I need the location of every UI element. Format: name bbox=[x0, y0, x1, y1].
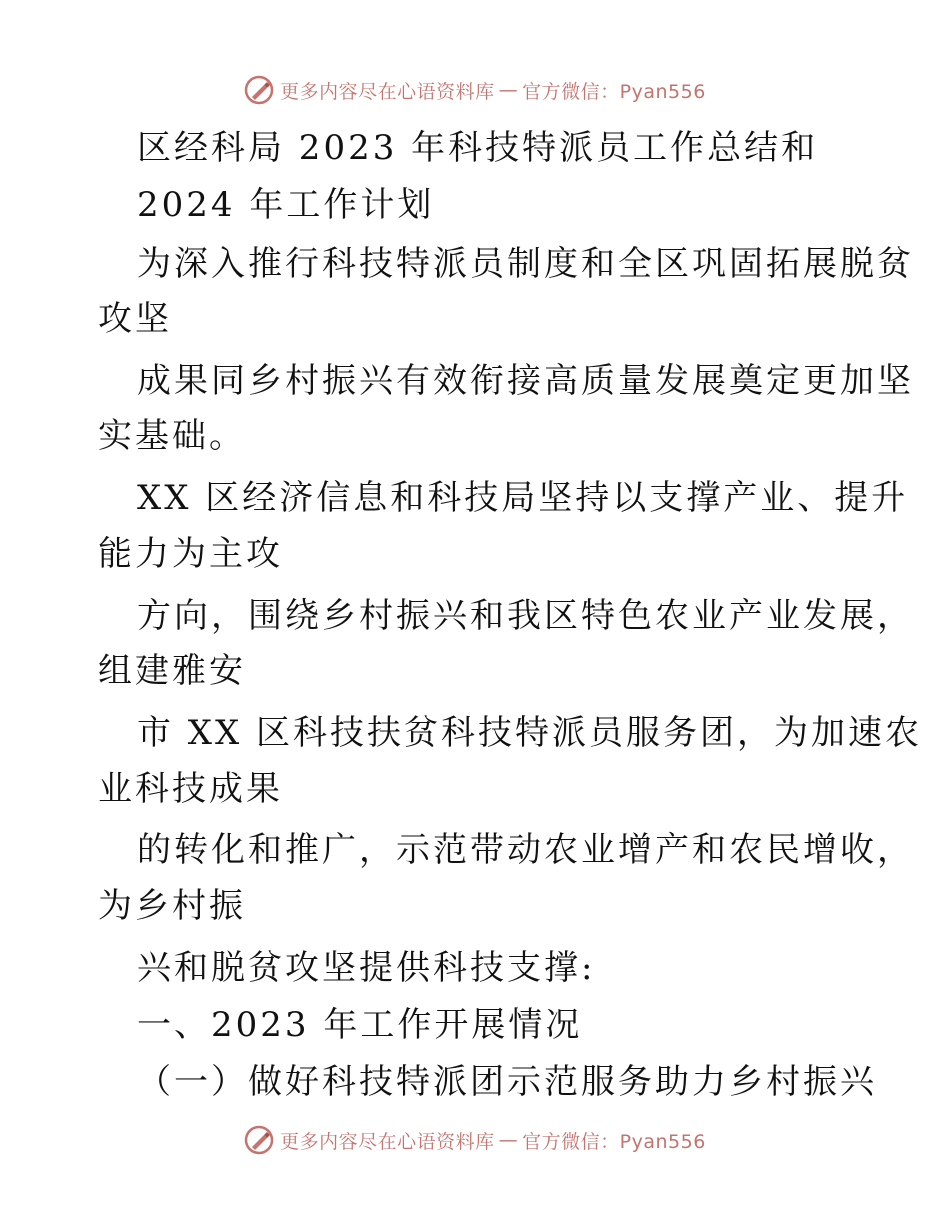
paragraph-line: XX 区经济信息和科技局坚持以支撑产业、提升 bbox=[137, 478, 909, 518]
paragraph-line: 能力为主攻 bbox=[98, 534, 283, 574]
paragraph-line: 为深入推行科技特派员制度和全区巩固拓展脱贫 bbox=[137, 244, 914, 284]
paragraph-line: 实基础。 bbox=[98, 416, 246, 456]
doc-title-line-2: 2024 年工作计划 bbox=[137, 185, 435, 225]
paragraph-line: 的转化和推广，示范带动农业增产和农民增收， bbox=[137, 830, 914, 870]
watermark-separator: — bbox=[498, 79, 519, 101]
watermark-text: 更多内容尽在心语资料库 bbox=[280, 1130, 495, 1153]
pen-logo-icon bbox=[244, 1125, 274, 1155]
footer-watermark bbox=[0, 1120, 950, 1160]
paragraph-line: 方向，围绕乡村振兴和我区特色农业产业发展， bbox=[137, 596, 914, 636]
pen-logo-icon bbox=[244, 75, 274, 105]
watermark-separator: — bbox=[498, 1129, 519, 1151]
paragraph-line: 业科技成果 bbox=[98, 769, 283, 809]
watermark-contact: 官方微信：Pyan556 bbox=[522, 80, 706, 103]
paragraph-line: 为乡村振 bbox=[98, 886, 246, 926]
watermark-contact: 官方微信：Pyan556 bbox=[522, 1130, 706, 1153]
paragraph-line: 兴和脱贫攻坚提供科技支撑: bbox=[137, 948, 596, 988]
header-watermark bbox=[0, 70, 950, 110]
section-heading: 一、2023 年工作开展情况 bbox=[137, 1005, 583, 1045]
paragraph-line: 组建雅安 bbox=[98, 651, 246, 691]
subsection-heading: （一）做好科技特派团示范服务助力乡村振兴 bbox=[137, 1062, 877, 1102]
paragraph-line: 成果同乡村振兴有效衔接高质量发展奠定更加坚 bbox=[137, 361, 914, 401]
paragraph-line: 攻坚 bbox=[98, 299, 172, 339]
paragraph-line: 市 XX 区科技扶贫科技特派员服务团，为加速农 bbox=[137, 713, 923, 753]
doc-title-line-1: 区经科局 2023 年科技特派员工作总结和 bbox=[137, 128, 819, 168]
watermark-text: 更多内容尽在心语资料库 bbox=[280, 80, 495, 103]
